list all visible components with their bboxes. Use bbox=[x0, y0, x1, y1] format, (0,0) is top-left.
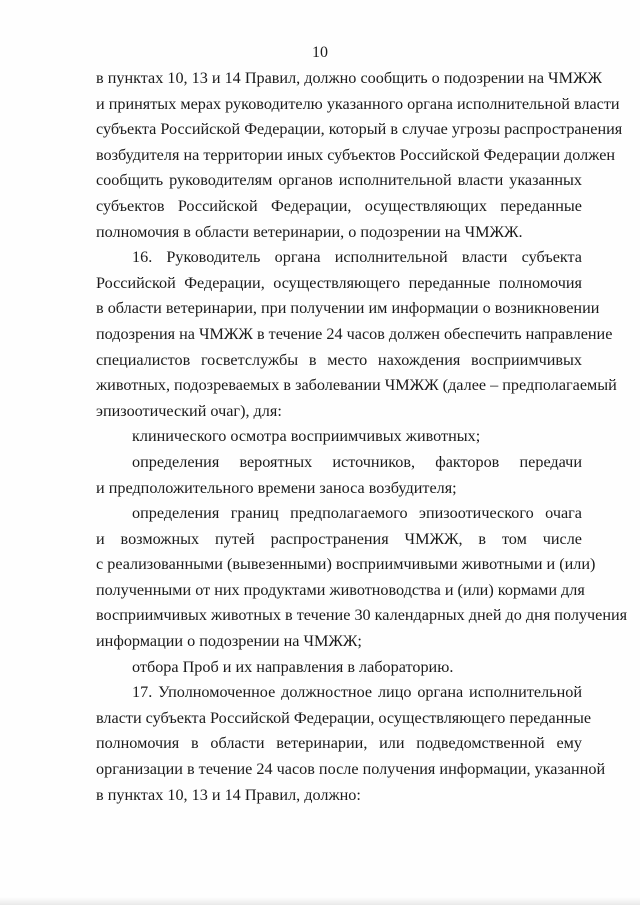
text-line: восприимчивых животных в течение 30 календарных дней до дня получения bbox=[96, 606, 628, 625]
page-number: 10 bbox=[312, 44, 328, 61]
text-line: организации в течение 24 часов после получения информации, указанной bbox=[96, 760, 606, 779]
text-line: в пунктах 10, 13 и 14 Правил, должно сообщить о подозрении на ЧМЖЖ bbox=[96, 69, 602, 87]
text-line: власти субъекта Российской Федерации, осуществляющего переданные bbox=[96, 708, 592, 727]
document-body bbox=[96, 66, 628, 808]
text-line: полученными от них продуктами животноводства и (или) кормами для bbox=[96, 580, 585, 599]
text-line: животных, подозреваемых в заболевании ЧМЖЖ (далее – предполагаемый bbox=[96, 376, 617, 395]
text-line: клинического осмотра восприимчивых животных; bbox=[132, 427, 481, 446]
text-line: субъектов Российской Федерации, осуществляющих переданные bbox=[96, 196, 582, 215]
text-line: с реализованными (вывезенными) восприимчивыми животными и (или) bbox=[96, 555, 596, 574]
text-line: возбудителя на территории иных субъектов Российской Федерации должен bbox=[96, 145, 616, 164]
text-line: полномочия в области ветеринарии, или подведомственной ему bbox=[96, 734, 582, 753]
text-line: и возможных путей распространения ЧМЖЖ, в том числе bbox=[96, 529, 582, 548]
text-line: информации о подозрении на ЧМЖЖ; bbox=[96, 632, 362, 651]
text-line: и принятых мерах руководителю указанного органа исполнительной власти bbox=[96, 94, 620, 113]
text-line: 17. Уполномоченное должностное лицо органа исполнительной bbox=[132, 683, 582, 702]
text-line: подозрения на ЧМЖЖ в течение 24 часов должен обеспечить направление bbox=[96, 324, 613, 343]
text-line: субъекта Российской Федерации, который в случае угрозы распространения bbox=[96, 120, 623, 139]
page-bottom-edge bbox=[0, 897, 640, 905]
text-line: сообщить руководителям органов исполнительной власти указанных bbox=[96, 171, 582, 190]
text-line: в пунктах 10, 13 и 14 Правил, должно: bbox=[96, 785, 361, 804]
text-line: в области ветеринарии, при получении им информации о возникновении bbox=[96, 299, 600, 318]
text-line: отбора Проб и их направления в лабораторию. bbox=[132, 657, 454, 676]
text-line: полномочия в области ветеринарии, о подозрении на ЧМЖЖ. bbox=[96, 222, 523, 241]
text-line: определения границ предполагаемого эпизоотического очага bbox=[132, 504, 582, 523]
text-line: определения вероятных источников, факторов передачи bbox=[132, 452, 582, 471]
text-line: и предположительного времени заноса возбудителя; bbox=[96, 478, 457, 497]
text-line: 16. Руководитель органа исполнительной власти субъекта bbox=[132, 248, 582, 267]
text-line: специалистов госветслужбы в место нахождения восприимчивых bbox=[96, 350, 582, 369]
text-line: Российской Федерации, осуществляющего переданные полномочия bbox=[96, 273, 582, 292]
text-line: эпизоотический очаг), для: bbox=[96, 401, 282, 420]
